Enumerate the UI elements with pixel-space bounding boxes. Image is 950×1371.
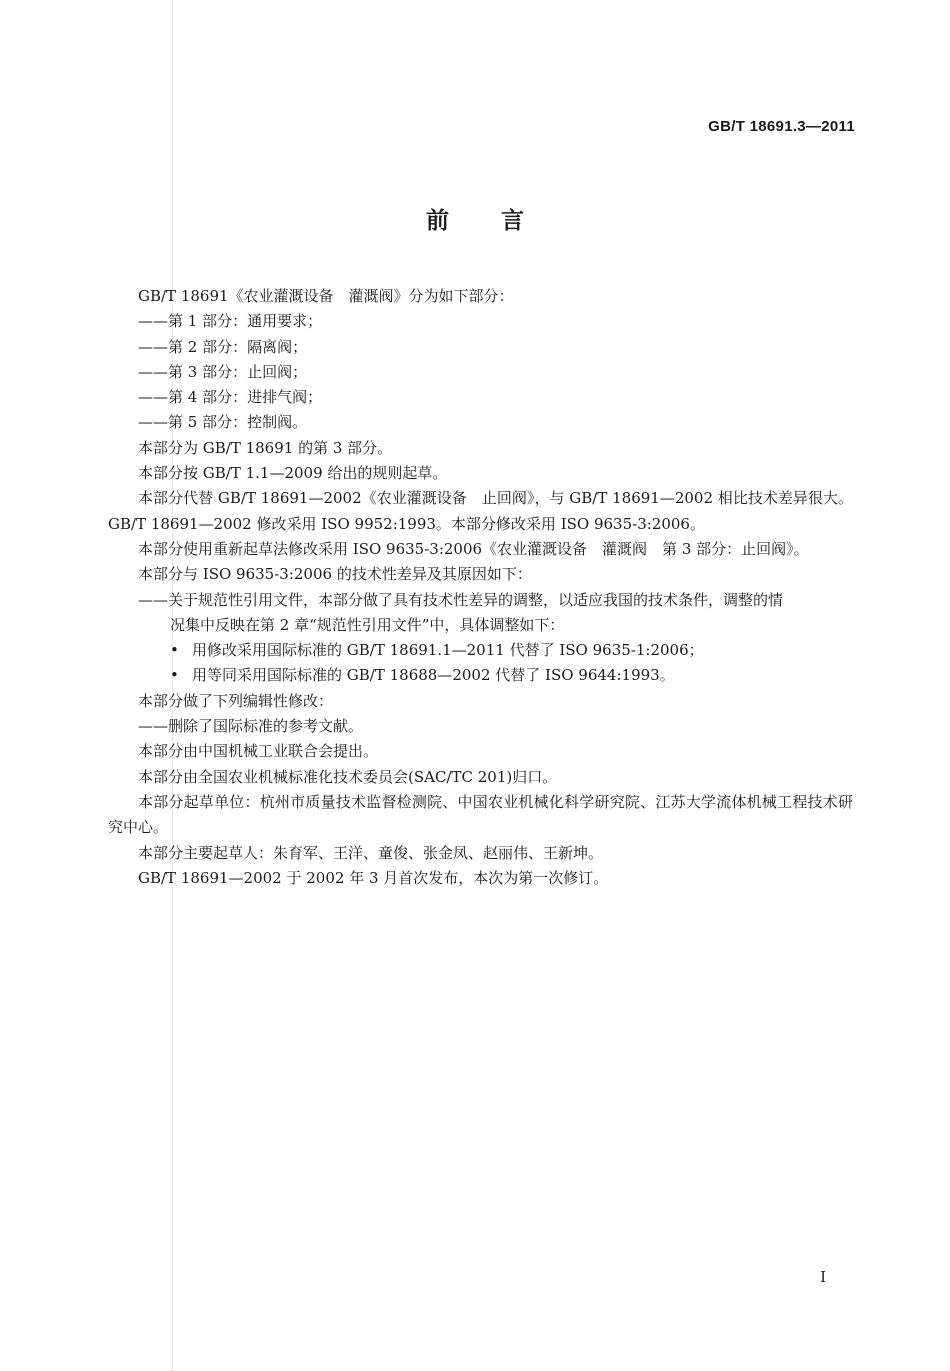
page-number: I <box>820 1268 826 1286</box>
paragraph-drafters: 本部分主要起草人：朱育军、王洋、童俊、张金凤、赵丽伟、王新坤。 <box>138 843 604 862</box>
bullet-item-1 <box>108 638 853 663</box>
bullet-text-1: 用修改采用国际标准的 GB/T 18691.1—2011 代替了 ISO 9635-1:2006； <box>192 641 704 660</box>
bullet-item-2 <box>108 663 853 688</box>
paragraph-committee: 本部分由全国农业机械标准化技术委员会(SAC/TC 201)归口。 <box>138 767 558 786</box>
list-item-part-1: ——第 1 部分：通用要求； <box>138 312 323 331</box>
paragraph-history: GB/T 18691—2002 于 2002 年 3 月首次发布，本次为第一次修订。 <box>138 868 609 887</box>
paragraph-redraft-method: 本部分使用重新起草法修改采用 ISO 9635-3:2006《农业灌溉设备 灌溉阀 第 3 部分：止回阀》。 <box>138 539 809 558</box>
paragraph-proposer: 本部分由中国机械工业联合会提出。 <box>138 742 379 761</box>
paragraph-technical-differences: 本部分与 ISO 9635-3:2006 的技术性差异及其原因如下： <box>138 565 532 584</box>
paragraph-part-statement: 本部分为 GB/T 18691 的第 3 部分。 <box>138 438 393 457</box>
list-item-bibliography-removed: ——删除了国际标准的参考文献。 <box>138 717 364 736</box>
page-title: 前言 <box>426 208 576 234</box>
list-item-part-2: ——第 2 部分：隔离阀； <box>138 337 308 356</box>
paragraph-parts-intro: GB/T 18691《农业灌溉设备 灌溉阀》分为如下部分： <box>138 287 514 305</box>
paragraph-drafting-rules: 本部分按 GB/T 1.1—2009 给出的规则起草。 <box>138 464 448 483</box>
list-item-part-5: ——第 5 部分：控制阀。 <box>138 413 308 432</box>
bullet-icon: • <box>170 641 179 660</box>
list-item-normative-refs <box>108 588 853 639</box>
list-item-part-3: ——第 3 部分：止回阀； <box>138 362 308 381</box>
list-item-part-4: ——第 4 部分：进排气阀； <box>138 388 323 407</box>
foreword-body <box>108 284 853 891</box>
normative-refs-line-1: ——关于规范性引用文件，本部分做了具有技术性差异的调整，以适应我国的技术条件，调整的情 <box>138 590 784 609</box>
bullet-text-2: 用等同采用国际标准的 GB/T 18688—2002 代替了 ISO 9644:1993。 <box>192 666 675 685</box>
paragraph-replacement: 本部分代替 GB/T 18691—2002《农业灌溉设备 止回阀》，与 GB/T 18691—2002 相比技术差异很大。GB/T 18691—2002 修改采用 ISO 9952:1993。本部分修改采用 ISO 9635-3:2006。 <box>108 489 853 533</box>
bullet-icon: • <box>170 666 179 685</box>
standard-number: GB/T 18691.3—2011 <box>708 118 855 135</box>
paragraph-drafting-units: 本部分起草单位：杭州市质量技术监督检测院、中国农业机械化科学研究院、江苏大学流体机械工程技术研究中心。 <box>108 792 853 837</box>
paragraph-editorial-changes: 本部分做了下列编辑性修改： <box>138 691 334 710</box>
normative-refs-line-2: 况集中反映在第 2 章“规范性引用文件”中，具体调整如下： <box>170 615 565 634</box>
